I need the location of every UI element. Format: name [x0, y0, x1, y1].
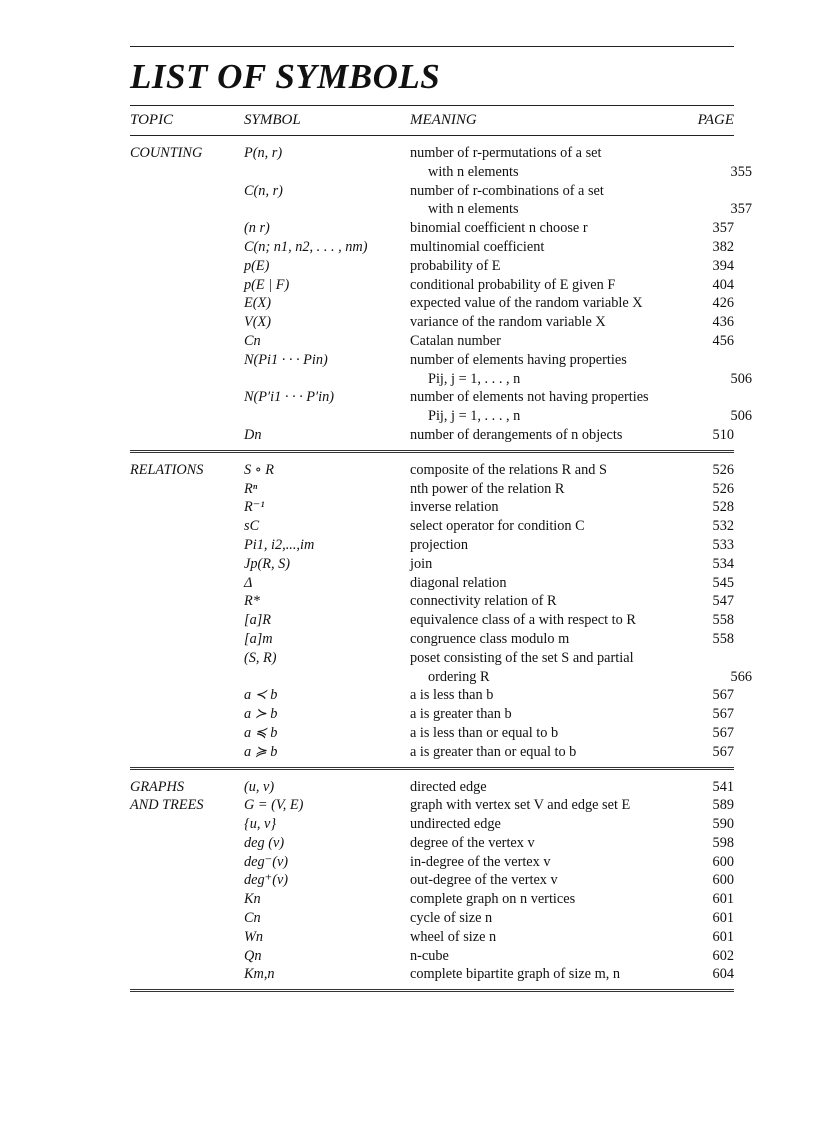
- page-cell: 394: [712, 257, 734, 274]
- symbol-cell: P(n, r): [244, 145, 283, 161]
- symbol-cell: [244, 668, 410, 687]
- symbol-cell: C(n, r): [244, 182, 283, 199]
- table-row: [130, 630, 734, 649]
- table-row: [130, 276, 734, 295]
- symbol-cell: Qn: [244, 947, 262, 964]
- table-row: [130, 815, 734, 834]
- table-row: [130, 370, 752, 389]
- symbol-cell: V(X): [244, 314, 271, 331]
- table-row: [130, 144, 734, 163]
- table-row: [130, 574, 734, 593]
- symbol-cell: Wn: [244, 928, 264, 945]
- table-row: [130, 649, 734, 668]
- meaning-cell: connectivity relation of R: [410, 593, 557, 610]
- page-cell: 567: [712, 724, 734, 741]
- table-row: [130, 351, 734, 370]
- meaning-cell: poset consisting of the set S and partial: [410, 649, 634, 666]
- topic-cell: [130, 928, 244, 947]
- table-row: [130, 611, 734, 630]
- table-row: [130, 257, 734, 276]
- topic-cell: [130, 536, 244, 555]
- meaning-cell: equivalence class of a with respect to R: [410, 612, 636, 629]
- symbol-table-body: [130, 136, 752, 992]
- topic-cell: [130, 611, 244, 630]
- topic-cell: [130, 853, 244, 872]
- symbol-cell: [a]m: [244, 630, 273, 647]
- meaning-cell: directed edge: [410, 778, 487, 795]
- topic-cell: [130, 182, 244, 201]
- table-row: [130, 890, 734, 909]
- page-cell: 600: [712, 872, 734, 889]
- symbol-cell: [244, 163, 410, 182]
- topic-cell: [130, 649, 244, 668]
- page-cell: 567: [712, 706, 734, 723]
- header-symbol: SYMBOL: [244, 112, 301, 128]
- table-row: [130, 388, 734, 407]
- meaning-cell: out-degree of the vertex v: [410, 872, 558, 889]
- symbol-cell: G = (V, E): [244, 797, 304, 814]
- page-cell: 598: [712, 834, 734, 851]
- topic-cell: [130, 668, 244, 687]
- meaning-cell: with n elements: [428, 201, 519, 218]
- page-cell: [690, 182, 734, 201]
- page-cell: 526: [712, 480, 734, 497]
- meaning-cell: diagonal relation: [410, 574, 507, 591]
- topic-cell: COUNTING: [130, 145, 203, 161]
- page-title: LIST OF SYMBOLS: [130, 57, 441, 96]
- page-cell: 541: [712, 778, 734, 795]
- topic-cell: [130, 370, 244, 389]
- meaning-cell: conditional probability of E given F: [410, 276, 616, 293]
- topic-cell: [130, 294, 244, 313]
- meaning-cell: a is less than or equal to b: [410, 724, 559, 741]
- header-meaning: MEANING: [410, 112, 477, 128]
- page-cell: 534: [712, 555, 734, 572]
- symbols-page: [130, 46, 752, 992]
- page-cell: 533: [712, 536, 734, 553]
- table-row: [130, 480, 734, 499]
- symbol-cell: E(X): [244, 295, 271, 312]
- meaning-cell: inverse relation: [410, 499, 499, 516]
- table-row: [130, 778, 734, 797]
- topic-cell: [130, 909, 244, 928]
- topic-cell: [130, 871, 244, 890]
- topic-cell: [130, 630, 244, 649]
- symbol-cell: R*: [244, 593, 260, 610]
- symbol-cell: Dn: [244, 426, 262, 443]
- meaning-cell: number of r-combinations of a set: [410, 182, 604, 199]
- table-row: [130, 965, 734, 984]
- meaning-cell: projection: [410, 536, 468, 553]
- table-row: [130, 705, 734, 724]
- page-cell: 404: [712, 276, 734, 293]
- symbol-cell: [244, 200, 410, 219]
- table-row: [130, 332, 734, 351]
- topic-cell: [130, 163, 244, 182]
- table-row: [130, 592, 734, 611]
- page-cell: 426: [712, 295, 734, 312]
- symbol-cell: deg⁺(v): [244, 872, 289, 889]
- symbol-cell: Pi1, i2,...,im: [244, 536, 315, 553]
- symbol-cell: Δ: [244, 574, 253, 591]
- meaning-cell: nth power of the relation R: [410, 480, 565, 497]
- meaning-cell: join: [410, 555, 433, 572]
- symbol-cell: a ≽ b: [244, 743, 278, 760]
- page-cell: 506: [730, 370, 752, 387]
- page-cell: 590: [712, 816, 734, 833]
- table-row: [130, 871, 734, 890]
- section-relations: [130, 453, 752, 770]
- page-cell: 357: [712, 220, 734, 237]
- symbol-cell: C(n; n1, n2, . . . , nm): [244, 238, 368, 255]
- topic-cell: [130, 517, 244, 536]
- table-row: [130, 686, 734, 705]
- symbol-cell: deg⁻(v): [244, 853, 289, 870]
- table-row: [130, 426, 734, 445]
- topic-cell: [130, 947, 244, 966]
- meaning-cell: ordering R: [428, 668, 490, 685]
- table-row: [130, 853, 734, 872]
- table-row: [130, 796, 734, 815]
- topic-cell: [130, 219, 244, 238]
- symbol-cell: Kn: [244, 891, 261, 908]
- page-cell: 567: [712, 687, 734, 704]
- symbol-cell: N(Pi1 · · · Pin): [244, 351, 328, 368]
- meaning-cell: binomial coefficient n choose r: [410, 220, 588, 237]
- meaning-cell: probability of E: [410, 257, 501, 274]
- page-cell: 567: [712, 743, 734, 760]
- section-graphs: [130, 770, 734, 993]
- table-row: [130, 724, 734, 743]
- topic-cell: [130, 351, 244, 370]
- topic-cell: [130, 498, 244, 517]
- page-cell: 528: [712, 499, 734, 516]
- table-row: [130, 909, 734, 928]
- symbol-cell: [244, 407, 410, 426]
- page-cell: 357: [730, 201, 752, 218]
- meaning-cell: number of elements having properties: [410, 351, 627, 368]
- symbol-cell: p(E | F): [244, 276, 290, 293]
- meaning-cell: complete bipartite graph of size m, n: [410, 966, 621, 983]
- topic-cell: [130, 686, 244, 705]
- table-row: [130, 928, 734, 947]
- topic-cell: AND TREES: [130, 797, 204, 814]
- page-cell: 558: [712, 612, 734, 629]
- meaning-cell: a is greater than or equal to b: [410, 743, 577, 760]
- page-cell: 600: [712, 853, 734, 870]
- symbol-cell: p(E): [244, 257, 270, 274]
- topic-cell: [130, 724, 244, 743]
- page-cell: 566: [730, 668, 752, 685]
- table-row: [130, 219, 734, 238]
- topic-cell: [130, 480, 244, 499]
- page-cell: 532: [712, 518, 734, 535]
- topic-cell: [130, 743, 244, 762]
- page-cell: 456: [712, 332, 734, 349]
- meaning-cell: a is less than b: [410, 687, 494, 704]
- meaning-cell: select operator for condition C: [410, 518, 585, 535]
- page-cell: 547: [712, 593, 734, 610]
- meaning-cell: expected value of the random variable X: [410, 295, 643, 312]
- meaning-cell: multinomial coefficient: [410, 238, 545, 255]
- meaning-cell: number of derangements of n objects: [410, 426, 623, 443]
- meaning-cell: a is greater than b: [410, 706, 512, 723]
- topic-cell: GRAPHS: [130, 778, 184, 795]
- table-row: [130, 517, 734, 536]
- symbol-cell: [244, 370, 410, 389]
- table-row: [130, 947, 734, 966]
- symbol-cell: a ≺ b: [244, 687, 278, 704]
- page-cell: 355: [730, 163, 752, 180]
- symbol-cell: sC: [244, 518, 260, 535]
- topic-cell: [130, 332, 244, 351]
- table-row: [130, 313, 734, 332]
- page-cell: 601: [712, 928, 734, 945]
- page-cell: 602: [712, 947, 734, 964]
- table-row: [130, 200, 752, 219]
- table-row: [130, 536, 734, 555]
- symbol-cell: (u, v): [244, 778, 275, 795]
- topic-cell: [130, 238, 244, 257]
- meaning-cell: undirected edge: [410, 816, 501, 833]
- topic-cell: [130, 574, 244, 593]
- table-row: [130, 294, 734, 313]
- topic-cell: [130, 257, 244, 276]
- page-cell: 601: [712, 891, 734, 908]
- symbol-cell: [a]R: [244, 612, 272, 629]
- topic-cell: [130, 388, 244, 407]
- topic-cell: [130, 426, 244, 445]
- page-cell: 436: [712, 314, 734, 331]
- meaning-cell: Pij, j = 1, . . . , n: [428, 408, 521, 425]
- page-cell: 382: [712, 238, 734, 255]
- topic-cell: [130, 592, 244, 611]
- page-cell: 604: [712, 966, 734, 983]
- topic-cell: [130, 200, 244, 219]
- page-cell: 526: [712, 461, 734, 478]
- symbol-cell: S ∘ R: [244, 461, 275, 478]
- symbol-cell: N(P′i1 · · · P′in): [244, 389, 335, 406]
- symbol-cell: (S, R): [244, 649, 277, 666]
- meaning-cell: Pij, j = 1, . . . , n: [428, 370, 521, 387]
- table-row: [130, 238, 734, 257]
- topic-cell: [130, 313, 244, 332]
- meaning-cell: n-cube: [410, 947, 449, 964]
- table-row: [130, 163, 752, 182]
- topic-cell: [130, 965, 244, 984]
- symbol-cell: Jp(R, S): [244, 555, 291, 572]
- meaning-cell: variance of the random variable X: [410, 314, 606, 331]
- symbol-cell: (n r): [244, 220, 270, 237]
- topic-cell: [130, 407, 244, 426]
- table-row: [130, 834, 734, 853]
- meaning-cell: number of r-permutations of a set: [410, 145, 602, 161]
- page-cell: 510: [712, 426, 734, 443]
- meaning-cell: complete graph on n vertices: [410, 891, 576, 908]
- symbol-cell: a ≼ b: [244, 724, 278, 741]
- table-row: [130, 498, 734, 517]
- meaning-cell: number of elements not having properties: [410, 389, 649, 406]
- symbol-cell: deg (v): [244, 834, 285, 851]
- table-row: [130, 407, 752, 426]
- table-header: [130, 105, 734, 136]
- symbol-cell: a ≻ b: [244, 706, 278, 723]
- page-cell: [690, 649, 734, 668]
- page-cell: 545: [712, 574, 734, 591]
- page-cell: 506: [730, 408, 752, 425]
- symbol-cell: Cn: [244, 910, 261, 927]
- meaning-cell: cycle of size n: [410, 910, 493, 927]
- meaning-cell: Catalan number: [410, 332, 501, 349]
- topic-cell: [130, 815, 244, 834]
- meaning-cell: composite of the relations R and S: [410, 461, 607, 478]
- meaning-cell: wheel of size n: [410, 928, 497, 945]
- header-page: PAGE: [697, 112, 734, 128]
- meaning-cell: with n elements: [428, 163, 519, 180]
- meaning-cell: congruence class modulo m: [410, 630, 570, 647]
- topic-cell: [130, 890, 244, 909]
- symbol-cell: Rⁿ: [244, 480, 258, 497]
- meaning-cell: in-degree of the vertex v: [410, 853, 551, 870]
- page-cell: [690, 144, 734, 163]
- section-counting: [130, 136, 752, 453]
- top-rule: [130, 46, 734, 47]
- page-cell: 601: [712, 910, 734, 927]
- symbol-cell: {u, v}: [244, 816, 277, 833]
- meaning-cell: degree of the vertex v: [410, 834, 535, 851]
- table-row: [130, 743, 734, 762]
- topic-cell: RELATIONS: [130, 461, 204, 478]
- topic-cell: [130, 834, 244, 853]
- symbol-cell: Km,n: [244, 966, 275, 983]
- topic-cell: [130, 276, 244, 295]
- topic-cell: [130, 555, 244, 574]
- header-topic: TOPIC: [130, 112, 174, 128]
- page-cell: 558: [712, 630, 734, 647]
- symbol-cell: R⁻¹: [244, 499, 265, 516]
- page-cell: 589: [712, 797, 734, 814]
- table-row: [130, 461, 734, 480]
- table-row: [130, 182, 734, 201]
- page-cell: [690, 351, 734, 370]
- topic-cell: [130, 705, 244, 724]
- meaning-cell: graph with vertex set V and edge set E: [410, 797, 631, 814]
- table-row: [130, 668, 752, 687]
- symbol-cell: Cn: [244, 332, 261, 349]
- page-cell: [690, 388, 734, 407]
- table-row: [130, 555, 734, 574]
